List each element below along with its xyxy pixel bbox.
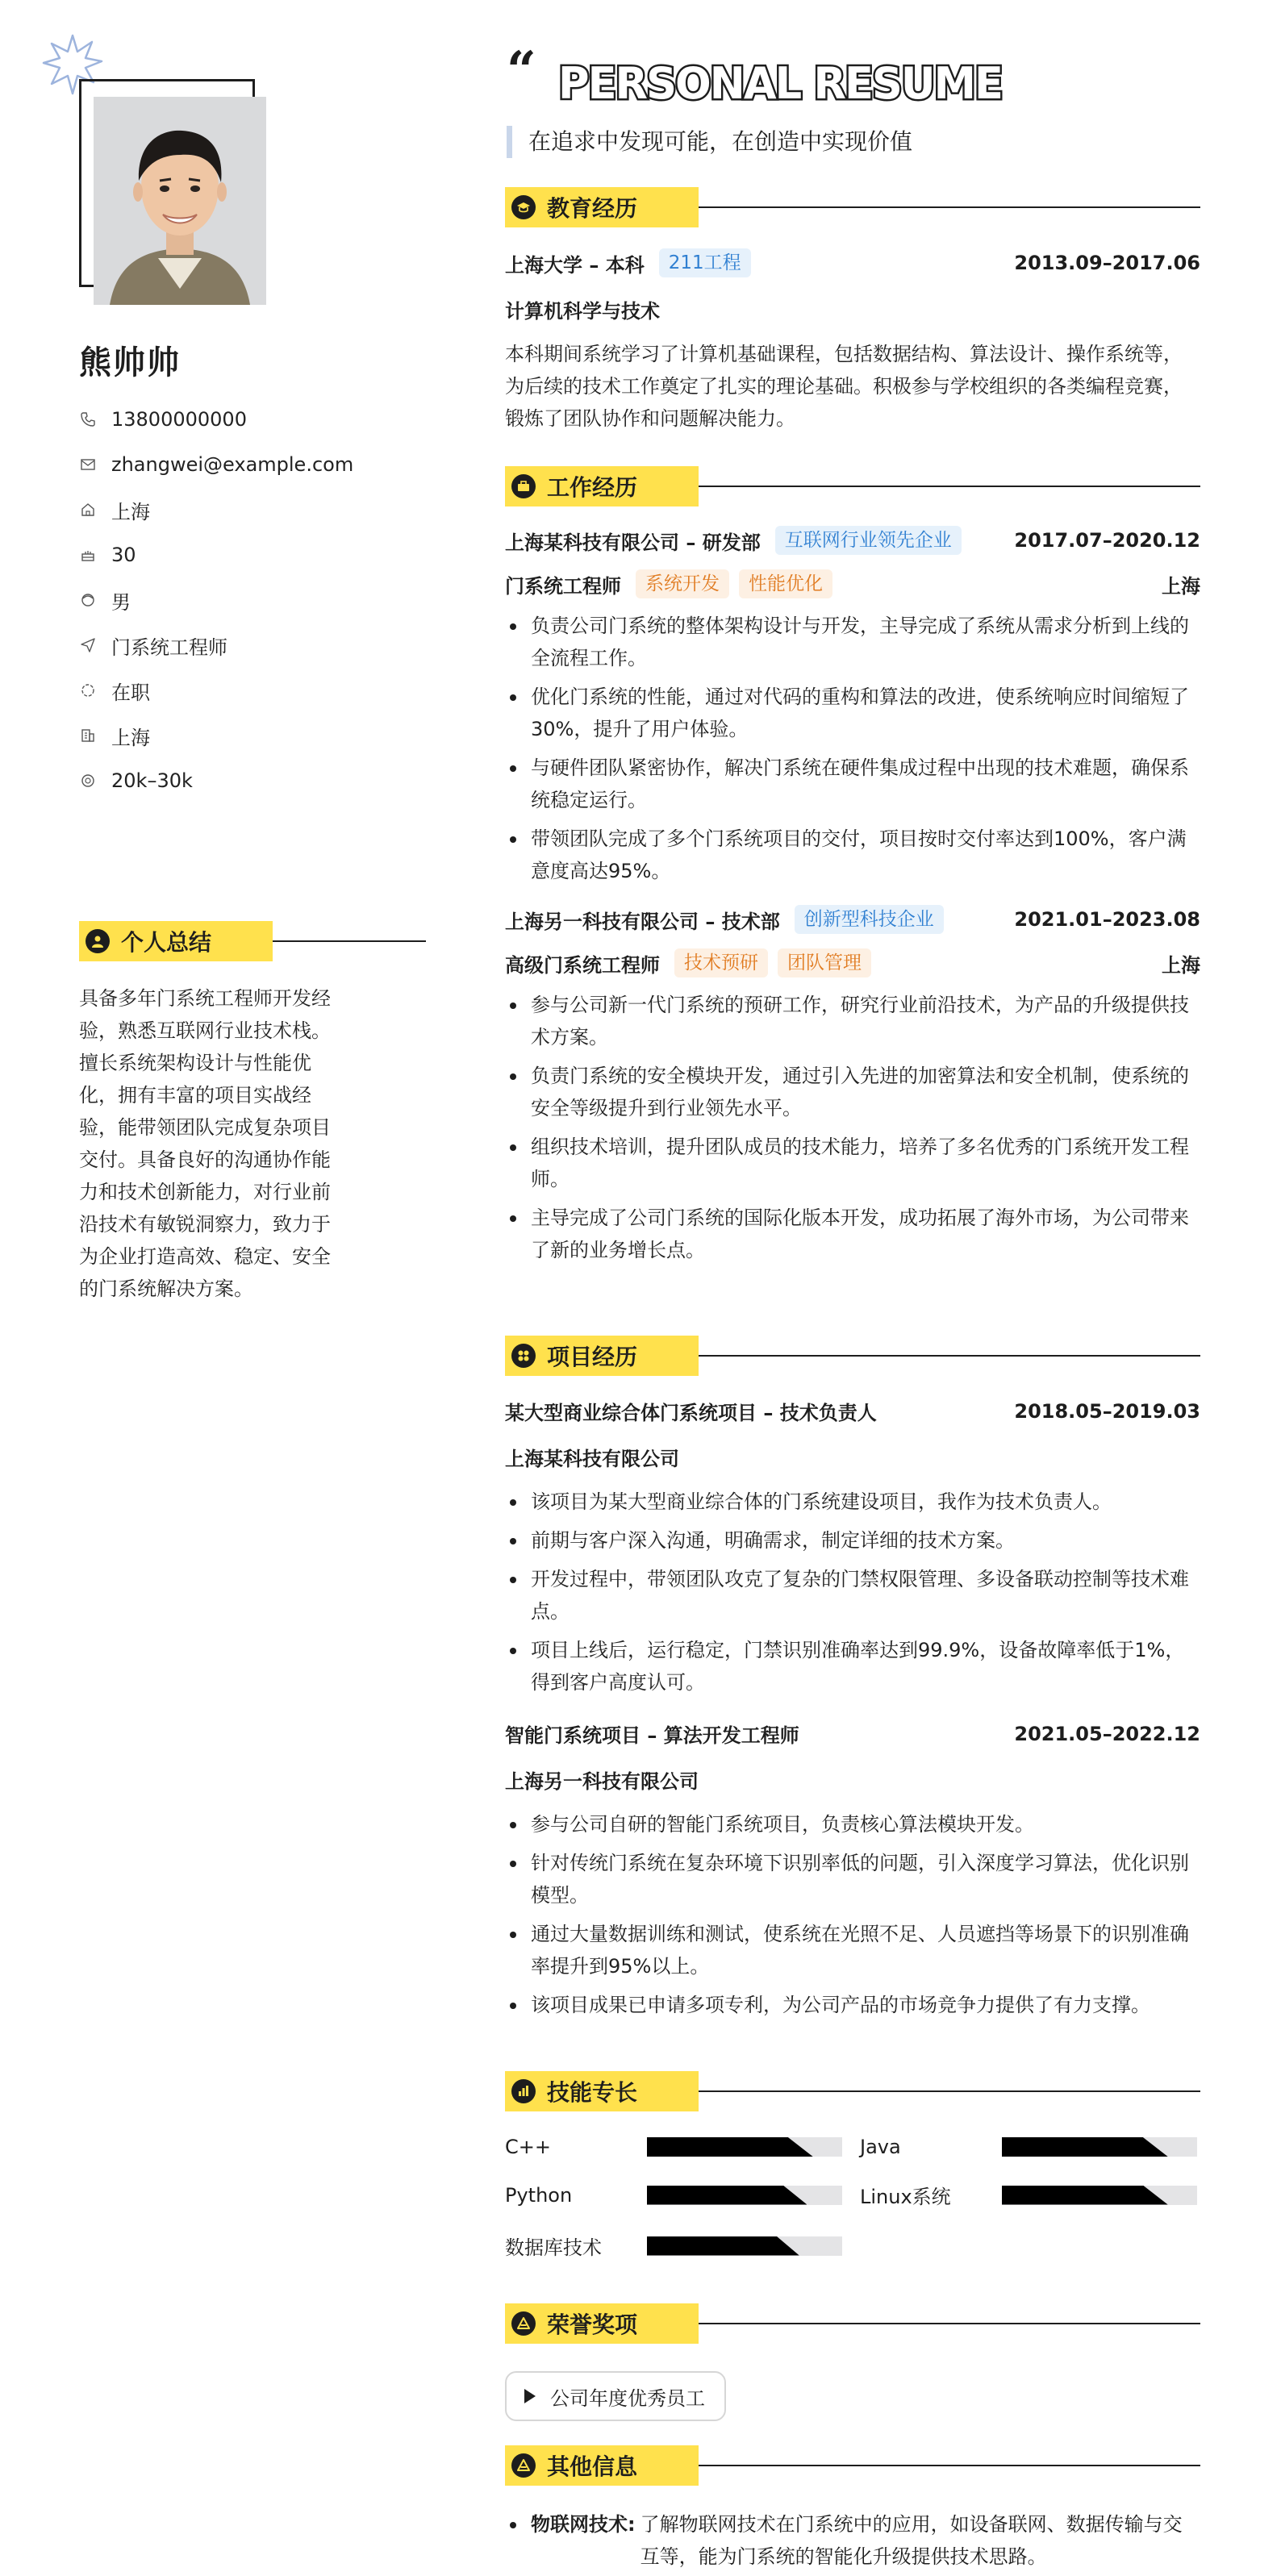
salary-icon [79, 772, 97, 790]
job-skill-tag: 团队管理 [778, 948, 871, 977]
skill-name: Python [505, 2183, 573, 2207]
candidate-name: 熊帅帅 [79, 344, 181, 381]
education-title: 教育经历 [547, 195, 638, 222]
job-role-row [505, 569, 1200, 598]
project-item [505, 1397, 1200, 1699]
skill-name: C++ [505, 2136, 551, 2158]
skill-bar [647, 2137, 842, 2157]
skill-name: Linux系统 [860, 2186, 951, 2208]
info-city-value: 上海 [111, 726, 150, 749]
award-icon [511, 2311, 536, 2336]
briefcase-icon [511, 474, 536, 498]
other-value: 了解物联网技术在门系统中的应用，如设备联网、数据传输与交互等，能为门系统的智能化升级提供技术思路。 [640, 2513, 1183, 2568]
home-icon [79, 501, 97, 519]
list-item: 主导完成了公司门系统的国际化版本开发，成功拓展了海外市场，为公司带来了新的业务增长点。 [505, 1202, 1200, 1266]
project-company: 上海另一科技有限公司 [505, 1770, 699, 1793]
info-email-value: zhangwei@example.com [111, 453, 354, 476]
job-item [505, 526, 1200, 887]
education-section-header [505, 187, 1200, 227]
graduation-cap-icon [511, 195, 536, 219]
education-major: 计算机科学与技术 [505, 300, 660, 323]
info-location-value: 上海 [111, 500, 150, 523]
skill-bar [1002, 2137, 1197, 2157]
project-period: 2018.05–2019.03 [1014, 1399, 1200, 1423]
mail-icon [79, 456, 97, 473]
list-item: 组织技术培训，提升团队成员的技术能力，培养了多名优秀的门系统开发工程师。 [505, 1131, 1200, 1195]
info-phone-value: 13800000000 [111, 408, 247, 431]
job-tag: 创新型科技企业 [795, 905, 944, 934]
info-salary-value: 20k–30k [111, 769, 193, 792]
education-desc: 本科期间系统学习了计算机基础课程，包括数据结构、算法设计、操作系统等，为后续的技术工作奠定了扎实的理论基础。积极参与学校组织的各类编程竞赛，锻炼了团队协作和问题解决能力。 [505, 343, 1183, 430]
info-gender [79, 577, 418, 623]
projects-title: 项目经历 [547, 1344, 638, 1370]
phone-icon [79, 411, 97, 428]
contact-info-list [79, 397, 418, 803]
info-city [79, 713, 418, 758]
skill-bar-fill [1002, 2137, 1168, 2157]
list-item: 针对传统门系统在复杂环境下识别率低的问题，引入深度学习算法，优化识别模型。 [505, 1847, 1200, 1911]
honors-section [505, 2303, 1200, 2421]
skill-item [505, 2181, 860, 2209]
job-period: 2021.01–2023.08 [1014, 908, 1200, 931]
job-skill-tag: 性能优化 [739, 569, 832, 598]
summary-title: 个人总结 [121, 929, 212, 956]
skills-section-header [505, 2071, 1200, 2111]
education-period: 2013.09–2017.06 [1014, 252, 1200, 274]
skill-item [860, 2136, 1200, 2158]
list-item: 参与公司新一代门系统的预研工作，研究行业前沿技术，为产品的升级提供技术方案。 [505, 989, 1200, 1053]
info-position-value: 门系统工程师 [111, 636, 227, 659]
info-salary [79, 758, 418, 803]
other-title: 其他信息 [547, 2453, 638, 2480]
job-header [505, 526, 1200, 555]
job-position: 门系统工程师 [505, 574, 621, 598]
honor-item [505, 2371, 726, 2421]
job-tag: 互联网行业领先企业 [775, 526, 962, 555]
info-icon [511, 2453, 536, 2478]
list-item: 与硬件团队紧密协作，解决门系统在硬件集成过程中出现的技术难题，确保系统稳定运行。 [505, 752, 1200, 816]
project-header [505, 1397, 1200, 1425]
job-header [505, 905, 1200, 934]
honors-section-header [505, 2303, 1200, 2344]
skills-section [505, 2071, 1200, 2260]
projects-section-header [505, 1336, 1200, 1376]
job-period: 2017.07–2020.12 [1014, 529, 1200, 552]
skill-bar-fill [647, 2186, 807, 2205]
skill-item [505, 2136, 860, 2158]
building-icon [79, 727, 97, 744]
list-item: 该项目为某大型商业综合体的门系统建设项目，我作为技术负责人。 [505, 1486, 1200, 1518]
list-item: 开发过程中，带领团队攻克了复杂的门禁权限管理、多设备联动控制等技术难点。 [505, 1563, 1200, 1628]
project-header [505, 1719, 1200, 1748]
job-city: 上海 [1162, 953, 1200, 977]
list-item: 负责门系统的安全模块开发，通过引入先进的加密算法和安全机制，使系统的安全等级提升到行业领先水平。 [505, 1060, 1200, 1124]
education-school: 上海大学 – 本科 [505, 253, 645, 277]
honors-title: 荣誉奖项 [547, 2311, 638, 2338]
info-age [79, 532, 418, 577]
skill-bar-fill [1002, 2186, 1168, 2205]
skill-bar-fill [647, 2137, 813, 2157]
project-period: 2021.05–2022.12 [1014, 1722, 1200, 1745]
work-title: 工作经历 [547, 474, 638, 501]
grid-icon [511, 1344, 536, 1368]
job-company: 上海另一科技有限公司 – 技术部 [505, 910, 780, 933]
list-item: 参与公司自研的智能门系统项目，负责核心算法模块开发。 [505, 1808, 1200, 1840]
status-icon [79, 682, 97, 699]
job-bullets [505, 610, 1200, 887]
skills-title: 技能专长 [547, 2079, 638, 2106]
skill-bar [1002, 2186, 1197, 2205]
info-status [79, 668, 418, 713]
info-age-value: 30 [111, 544, 136, 566]
info-position [79, 623, 418, 668]
job-skill-tag: 系统开发 [636, 569, 729, 598]
info-status-value: 在职 [111, 681, 150, 704]
job-item [505, 905, 1200, 1266]
avatar [94, 97, 266, 305]
other-key: 物联网技术: [531, 2513, 636, 2536]
job-role-row [505, 948, 1200, 977]
info-location [79, 487, 418, 532]
chart-icon [511, 2079, 536, 2103]
work-section-header [505, 466, 1200, 506]
info-phone [79, 397, 418, 442]
skill-name: 数据库技术 [505, 2236, 602, 2259]
cake-icon [79, 546, 97, 564]
list-item [505, 2508, 1200, 2573]
skill-item [505, 2232, 860, 2260]
quote-mark-icon: “ [507, 40, 536, 101]
other-section-header [505, 2445, 1200, 2486]
job-company: 上海某科技有限公司 – 研发部 [505, 531, 761, 554]
summary-section-header [79, 921, 347, 961]
project-name: 某大型商业综合体门系统项目 – 技术负责人 [505, 1402, 877, 1424]
project-bullets [505, 1808, 1200, 2021]
resume-title-logo [555, 53, 1007, 110]
svg-text:PERSONAL RESUME: PERSONAL RESUME [558, 58, 1002, 109]
education-row [505, 248, 1200, 277]
skill-bar-fill [647, 2236, 799, 2256]
list-item: 前期与客户深入沟通，明确需求，制定详细的技术方案。 [505, 1524, 1200, 1557]
summary-text: 具备多年门系统工程师开发经验，熟悉互联网行业技术栈。擅长系统架构设计与性能优化，拥有丰富的项目实战经验，能带领团队完成复杂项目交付。具备良好的沟通协作能力和技术创新能力，对行业前沿技术有敏锐洞察力，致力于为企业打造高效、稳定、安全的门系统解决方案。 [79, 987, 331, 1300]
education-tag: 211工程 [659, 248, 751, 277]
user-icon [86, 929, 110, 953]
skills-grid [505, 2136, 1200, 2260]
job-skill-tag: 技术预研 [674, 948, 768, 977]
slogan: 在追求中发现可能，在创造中实现价值 [507, 126, 912, 158]
project-bullets [505, 1486, 1200, 1699]
other-list [505, 2508, 1200, 2573]
list-item: 通过大量数据训练和测试，使系统在光照不足、人员遮挡等场景下的识别准确率提升到95%以上。 [505, 1918, 1200, 1982]
work-section [505, 466, 1200, 1273]
projects-section [505, 1336, 1200, 2028]
job-city: 上海 [1162, 574, 1200, 598]
list-item: 项目上线后，运行稳定，门禁识别准确率达到99.9%，设备故障率低于1%，得到客户高度认可。 [505, 1634, 1200, 1699]
honor-label: 公司年度优秀员工 [550, 2386, 705, 2410]
project-company: 上海某科技有限公司 [505, 1448, 679, 1470]
play-icon [524, 2389, 536, 2403]
skill-item [860, 2181, 1200, 2209]
info-email [79, 442, 418, 487]
list-item: 带领团队完成了多个门系统项目的交付，项目按时交付率达到100%，客户满意度高达95%。 [505, 823, 1200, 887]
job-position: 高级门系统工程师 [505, 953, 660, 977]
other-section [505, 2445, 1200, 2573]
skill-name: Java [860, 2136, 901, 2158]
list-item: 优化门系统的性能，通过对代码的重构和算法的改进，使系统响应时间缩短了30%，提升了用户体验。 [505, 681, 1200, 745]
skill-bar [647, 2236, 842, 2256]
list-item: 该项目成果已申请多项专利，为公司产品的市场竞争力提供了有力支撑。 [505, 1989, 1200, 2021]
education-section [505, 187, 1200, 435]
job-bullets [505, 989, 1200, 1266]
skill-bar [647, 2186, 842, 2205]
project-name: 智能门系统项目 – 算法开发工程师 [505, 1724, 799, 1747]
gender-icon [79, 591, 97, 609]
send-icon [79, 636, 97, 654]
info-gender-value: 男 [111, 590, 131, 614]
list-item: 负责公司门系统的整体架构设计与开发，主导完成了系统从需求分析到上线的全流程工作。 [505, 610, 1200, 674]
project-item [505, 1719, 1200, 2021]
